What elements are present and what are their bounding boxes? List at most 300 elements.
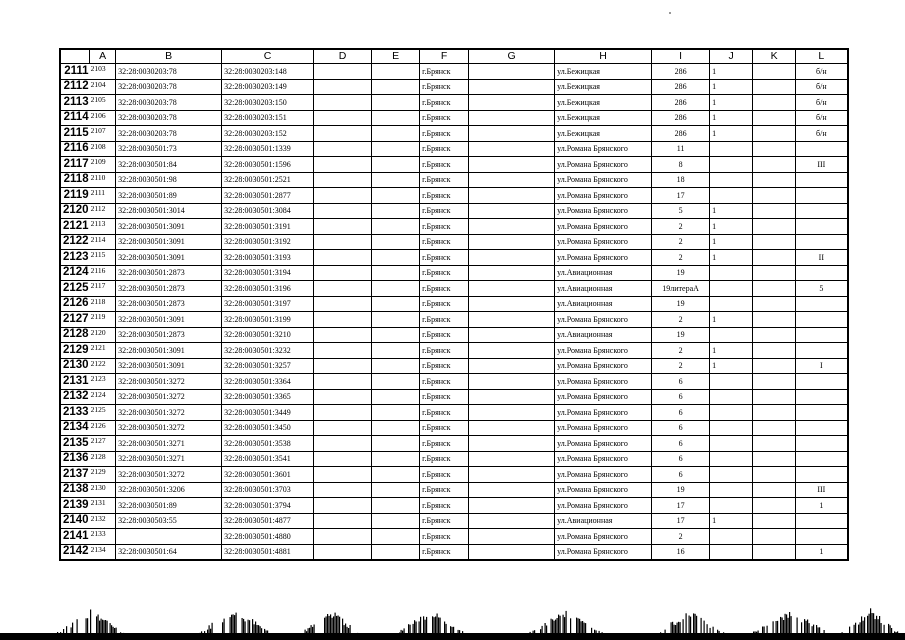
- cell-k: [753, 513, 796, 529]
- table-row: [60, 110, 848, 126]
- cell-cadastral-parent: 32:28:0030501:89: [116, 188, 222, 204]
- cell-d: [314, 420, 372, 436]
- table-body: [60, 64, 848, 561]
- row-number: 2127: [60, 312, 90, 328]
- cell-l: [796, 234, 848, 250]
- cell-j: 1: [710, 219, 753, 235]
- cell-city: г.Брянск: [420, 219, 469, 235]
- cell-street: ул.Романа Брянского: [555, 374, 652, 390]
- column-header-c: C: [222, 49, 314, 64]
- cell-cadastral-number: 32:28:0030501:3232: [222, 343, 314, 359]
- cell-l: [796, 343, 848, 359]
- cell-cadastral-parent: 32:28:0030501:3091: [116, 358, 222, 374]
- cell-j: [710, 467, 753, 483]
- cell-street: ул.Романа Брянского: [555, 250, 652, 266]
- row-number: 2132: [60, 389, 90, 405]
- cell-j: [710, 141, 753, 157]
- row-number: 2123: [60, 250, 90, 266]
- cell-l: 5: [796, 281, 848, 297]
- cell-l: [796, 420, 848, 436]
- cell-l: б/н: [796, 126, 848, 142]
- cell-cadastral-parent: 32:28:0030501:3091: [116, 234, 222, 250]
- cell-cadastral-parent: 32:28:0030501:3272: [116, 467, 222, 483]
- cell-g: [469, 498, 555, 514]
- cell-house-number: 8: [652, 157, 710, 173]
- cell-d: [314, 64, 372, 80]
- cell-a: 2115: [90, 250, 116, 266]
- cell-a: 2103: [90, 64, 116, 80]
- cell-house-number: 2: [652, 234, 710, 250]
- cell-house-number: 286: [652, 64, 710, 80]
- cell-e: [372, 358, 420, 374]
- cell-g: [469, 79, 555, 95]
- cell-k: [753, 451, 796, 467]
- table-row: [60, 482, 848, 498]
- table-row: [60, 157, 848, 173]
- cell-a: 2108: [90, 141, 116, 157]
- cell-city: г.Брянск: [420, 389, 469, 405]
- cell-k: [753, 234, 796, 250]
- table-row: [60, 234, 848, 250]
- cell-k: [753, 265, 796, 281]
- cell-city: г.Брянск: [420, 343, 469, 359]
- cell-cadastral-number: 32:28:0030203:151: [222, 110, 314, 126]
- row-number: 2121: [60, 219, 90, 235]
- cell-a: 2131: [90, 498, 116, 514]
- cell-cadastral-parent: 32:28:0030501:3271: [116, 436, 222, 452]
- cell-cadastral-parent: 32:28:0030503:55: [116, 513, 222, 529]
- cell-street: ул.Романа Брянского: [555, 467, 652, 483]
- cell-cadastral-number: 32:28:0030501:3450: [222, 420, 314, 436]
- cell-g: [469, 420, 555, 436]
- row-number: 2130: [60, 358, 90, 374]
- cell-j: [710, 420, 753, 436]
- cell-a: 2134: [90, 544, 116, 560]
- cell-l: [796, 265, 848, 281]
- cell-l: III: [796, 157, 848, 173]
- cell-a: 2123: [90, 374, 116, 390]
- table-row: [60, 389, 848, 405]
- cell-a: 2112: [90, 203, 116, 219]
- cell-e: [372, 544, 420, 560]
- cell-street: ул.Романа Брянского: [555, 234, 652, 250]
- row-number: 2113: [60, 95, 90, 111]
- cell-house-number: 19: [652, 265, 710, 281]
- cell-e: [372, 513, 420, 529]
- cell-street: ул.Романа Брянского: [555, 203, 652, 219]
- cell-g: [469, 296, 555, 312]
- cell-city: г.Брянск: [420, 420, 469, 436]
- cell-a: 2121: [90, 343, 116, 359]
- cell-cadastral-number: 32:28:0030501:2877: [222, 188, 314, 204]
- cell-g: [469, 513, 555, 529]
- cell-d: [314, 451, 372, 467]
- cell-k: [753, 405, 796, 421]
- cell-house-number: 11: [652, 141, 710, 157]
- table-row: [60, 188, 848, 204]
- cell-street: ул.Романа Брянского: [555, 544, 652, 560]
- row-number: 2120: [60, 203, 90, 219]
- cell-j: 1: [710, 79, 753, 95]
- cell-cadastral-number: 32:28:0030501:3196: [222, 281, 314, 297]
- cell-e: [372, 296, 420, 312]
- cell-l: [796, 374, 848, 390]
- cell-street: ул.Романа Брянского: [555, 389, 652, 405]
- cell-cadastral-number: 32:28:0030501:3538: [222, 436, 314, 452]
- cell-city: г.Брянск: [420, 203, 469, 219]
- row-number: 2117: [60, 157, 90, 173]
- cell-k: [753, 498, 796, 514]
- cell-j: 1: [710, 110, 753, 126]
- cell-k: [753, 312, 796, 328]
- cell-g: [469, 126, 555, 142]
- cell-cadastral-number: 32:28:0030501:3199: [222, 312, 314, 328]
- cell-g: [469, 265, 555, 281]
- cell-city: г.Брянск: [420, 79, 469, 95]
- cell-a: 2117: [90, 281, 116, 297]
- cell-j: [710, 436, 753, 452]
- cell-city: г.Брянск: [420, 482, 469, 498]
- column-header-b: B: [116, 49, 222, 64]
- cell-house-number: 19: [652, 327, 710, 343]
- row-number: 2115: [60, 126, 90, 142]
- cell-cadastral-number: 32:28:0030501:3084: [222, 203, 314, 219]
- cell-e: [372, 343, 420, 359]
- cell-d: [314, 265, 372, 281]
- cell-cadastral-parent: 32:28:0030501:73: [116, 141, 222, 157]
- row-number: 2111: [60, 64, 90, 80]
- cell-cadastral-parent: 32:28:0030203:78: [116, 95, 222, 111]
- cell-d: [314, 327, 372, 343]
- cell-street: ул.Романа Брянского: [555, 312, 652, 328]
- cell-j: [710, 296, 753, 312]
- cell-street: ул.Романа Брянского: [555, 343, 652, 359]
- cell-d: [314, 219, 372, 235]
- cell-cadastral-number: 32:28:0030501:1596: [222, 157, 314, 173]
- cell-g: [469, 234, 555, 250]
- cell-a: 2120: [90, 327, 116, 343]
- cell-e: [372, 327, 420, 343]
- cell-d: [314, 203, 372, 219]
- cell-house-number: 286: [652, 110, 710, 126]
- table-row: [60, 281, 848, 297]
- cell-e: [372, 467, 420, 483]
- cell-street: ул.Авиационная: [555, 513, 652, 529]
- cell-d: [314, 513, 372, 529]
- cell-cadastral-parent: 32:28:0030501:3271: [116, 451, 222, 467]
- cell-cadastral-number: 32:28:0030501:3197: [222, 296, 314, 312]
- cell-cadastral-number: 32:28:0030501:3794: [222, 498, 314, 514]
- cell-house-number: 6: [652, 451, 710, 467]
- column-header-d: D: [314, 49, 372, 64]
- cell-a: 2127: [90, 436, 116, 452]
- cell-e: [372, 141, 420, 157]
- column-header-k: K: [753, 49, 796, 64]
- cell-k: [753, 157, 796, 173]
- cell-g: [469, 188, 555, 204]
- cell-j: [710, 374, 753, 390]
- cell-street: ул.Авиационная: [555, 265, 652, 281]
- cell-house-number: 2: [652, 358, 710, 374]
- table-row: [60, 312, 848, 328]
- cell-house-number: 6: [652, 420, 710, 436]
- cell-a: 2114: [90, 234, 116, 250]
- cell-city: г.Брянск: [420, 172, 469, 188]
- cell-city: г.Брянск: [420, 451, 469, 467]
- cell-g: [469, 141, 555, 157]
- cell-a: 2119: [90, 312, 116, 328]
- cell-house-number: 17: [652, 188, 710, 204]
- cell-k: [753, 544, 796, 560]
- cell-city: г.Брянск: [420, 110, 469, 126]
- cell-cadastral-parent: 32:28:0030501:98: [116, 172, 222, 188]
- table-row: [60, 358, 848, 374]
- cell-a: 2128: [90, 451, 116, 467]
- cell-j: 1: [710, 312, 753, 328]
- cell-d: [314, 312, 372, 328]
- cell-a: 2122: [90, 358, 116, 374]
- cell-street: ул.Романа Брянского: [555, 436, 652, 452]
- cell-d: [314, 281, 372, 297]
- cell-street: ул.Авиационная: [555, 296, 652, 312]
- column-header-i: I: [652, 49, 710, 64]
- cell-l: [796, 451, 848, 467]
- cell-e: [372, 389, 420, 405]
- cell-cadastral-parent: 32:28:0030501:3091: [116, 343, 222, 359]
- cell-k: [753, 79, 796, 95]
- row-number: 2124: [60, 265, 90, 281]
- cell-g: [469, 374, 555, 390]
- cell-street: ул.Бежицкая: [555, 110, 652, 126]
- cell-d: [314, 374, 372, 390]
- table-row: [60, 79, 848, 95]
- row-number: 2128: [60, 327, 90, 343]
- table-row: [60, 250, 848, 266]
- cell-k: [753, 188, 796, 204]
- cell-street: ул.Романа Брянского: [555, 172, 652, 188]
- cell-house-number: 2: [652, 343, 710, 359]
- spreadsheet-table: [59, 48, 849, 561]
- row-number: 2126: [60, 296, 90, 312]
- cell-cadastral-parent: 32:28:0030501:3091: [116, 250, 222, 266]
- cell-street: ул.Романа Брянского: [555, 141, 652, 157]
- row-number: 2133: [60, 405, 90, 421]
- cell-d: [314, 544, 372, 560]
- cell-j: [710, 451, 753, 467]
- cell-a: 2125: [90, 405, 116, 421]
- cell-j: [710, 281, 753, 297]
- cell-e: [372, 79, 420, 95]
- cell-j: [710, 389, 753, 405]
- cell-d: [314, 110, 372, 126]
- column-header-l: L: [796, 49, 848, 64]
- cell-cadastral-parent: 32:28:0030501:64: [116, 544, 222, 560]
- cell-city: г.Брянск: [420, 64, 469, 80]
- cell-e: [372, 405, 420, 421]
- cell-cadastral-number: 32:28:0030501:3210: [222, 327, 314, 343]
- cell-l: [796, 141, 848, 157]
- cell-j: 1: [710, 513, 753, 529]
- cell-cadastral-number: 32:28:0030501:4881: [222, 544, 314, 560]
- cell-g: [469, 281, 555, 297]
- cell-street: ул.Бежицкая: [555, 95, 652, 111]
- cell-city: г.Брянск: [420, 467, 469, 483]
- table-row: [60, 529, 848, 545]
- cell-street: ул.Бежицкая: [555, 126, 652, 142]
- cell-cadastral-parent: 32:28:0030501:2873: [116, 327, 222, 343]
- row-number: 2116: [60, 141, 90, 157]
- cell-street: ул.Романа Брянского: [555, 451, 652, 467]
- cell-l: б/н: [796, 79, 848, 95]
- cell-city: г.Брянск: [420, 157, 469, 173]
- cell-k: [753, 250, 796, 266]
- cell-city: г.Брянск: [420, 327, 469, 343]
- cell-house-number: 6: [652, 374, 710, 390]
- cell-d: [314, 436, 372, 452]
- cell-a: 2124: [90, 389, 116, 405]
- table-row: [60, 420, 848, 436]
- cell-k: [753, 327, 796, 343]
- cell-house-number: 19литераА: [652, 281, 710, 297]
- table-row: [60, 327, 848, 343]
- cell-g: [469, 358, 555, 374]
- cell-house-number: 286: [652, 79, 710, 95]
- cell-d: [314, 296, 372, 312]
- table-row: [60, 296, 848, 312]
- cell-city: г.Брянск: [420, 95, 469, 111]
- cell-cadastral-number: 32:28:0030203:149: [222, 79, 314, 95]
- cell-k: [753, 172, 796, 188]
- cell-e: [372, 188, 420, 204]
- cell-g: [469, 544, 555, 560]
- cell-cadastral-number: 32:28:0030501:3194: [222, 265, 314, 281]
- cell-j: 1: [710, 95, 753, 111]
- row-number: 2129: [60, 343, 90, 359]
- cell-street: ул.Романа Брянского: [555, 188, 652, 204]
- cell-cadastral-number: 32:28:0030203:150: [222, 95, 314, 111]
- cell-k: [753, 203, 796, 219]
- cell-cadastral-parent: 32:28:0030203:78: [116, 79, 222, 95]
- cell-g: [469, 95, 555, 111]
- column-header-a: A: [90, 49, 116, 64]
- cell-d: [314, 529, 372, 545]
- cell-j: [710, 157, 753, 173]
- corner-cell: [60, 49, 90, 64]
- row-number: 2137: [60, 467, 90, 483]
- cell-cadastral-number: 32:28:0030501:3257: [222, 358, 314, 374]
- cell-l: 1: [796, 544, 848, 560]
- cell-cadastral-number: 32:28:0030501:1339: [222, 141, 314, 157]
- cell-city: г.Брянск: [420, 312, 469, 328]
- cell-g: [469, 327, 555, 343]
- cell-cadastral-parent: 32:28:0030501:3091: [116, 312, 222, 328]
- cell-street: ул.Бежицкая: [555, 64, 652, 80]
- cell-house-number: 5: [652, 203, 710, 219]
- cell-city: г.Брянск: [420, 405, 469, 421]
- cell-cadastral-parent: 32:28:0030203:78: [116, 64, 222, 80]
- cell-house-number: 286: [652, 95, 710, 111]
- cell-e: [372, 126, 420, 142]
- cell-g: [469, 312, 555, 328]
- cell-cadastral-number: 32:28:0030501:3449: [222, 405, 314, 421]
- cell-cadastral-parent: 32:28:0030501:89: [116, 498, 222, 514]
- cell-city: г.Брянск: [420, 265, 469, 281]
- table-row: [60, 436, 848, 452]
- cell-g: [469, 250, 555, 266]
- cell-e: [372, 436, 420, 452]
- column-header-j: J: [710, 49, 753, 64]
- cell-a: 2118: [90, 296, 116, 312]
- cell-d: [314, 126, 372, 142]
- cell-cadastral-parent: 32:28:0030203:78: [116, 110, 222, 126]
- cell-e: [372, 250, 420, 266]
- cell-g: [469, 405, 555, 421]
- cell-a: 2107: [90, 126, 116, 142]
- cell-g: [469, 157, 555, 173]
- cell-a: 2126: [90, 420, 116, 436]
- cell-j: 1: [710, 343, 753, 359]
- cell-city: г.Брянск: [420, 529, 469, 545]
- cell-a: 2111: [90, 188, 116, 204]
- cell-cadastral-parent: 32:28:0030501:2873: [116, 296, 222, 312]
- cell-cadastral-number: 32:28:0030501:3601: [222, 467, 314, 483]
- cell-k: [753, 389, 796, 405]
- cell-e: [372, 265, 420, 281]
- table-row: [60, 374, 848, 390]
- cell-l: б/н: [796, 95, 848, 111]
- cell-g: [469, 110, 555, 126]
- row-number: 2122: [60, 234, 90, 250]
- cell-d: [314, 358, 372, 374]
- cell-a: 2104: [90, 79, 116, 95]
- table-row: [60, 95, 848, 111]
- column-header-g: G: [469, 49, 555, 64]
- cell-city: г.Брянск: [420, 126, 469, 142]
- cell-g: [469, 467, 555, 483]
- cell-cadastral-number: 32:28:0030501:3541: [222, 451, 314, 467]
- cell-city: г.Брянск: [420, 281, 469, 297]
- table-row: [60, 265, 848, 281]
- table-row: [60, 126, 848, 142]
- row-number: 2138: [60, 482, 90, 498]
- scan-speck: [669, 12, 671, 14]
- cell-a: 2116: [90, 265, 116, 281]
- cell-cadastral-parent: 32:28:0030501:2873: [116, 265, 222, 281]
- cell-e: [372, 157, 420, 173]
- cell-d: [314, 172, 372, 188]
- cell-k: [753, 529, 796, 545]
- cell-cadastral-number: 32:28:0030501:3703: [222, 482, 314, 498]
- cell-house-number: 6: [652, 467, 710, 483]
- cell-city: г.Брянск: [420, 513, 469, 529]
- cell-k: [753, 281, 796, 297]
- cell-d: [314, 467, 372, 483]
- column-header-f: F: [420, 49, 469, 64]
- row-number: 2119: [60, 188, 90, 204]
- cell-street: ул.Романа Брянского: [555, 529, 652, 545]
- row-number: 2131: [60, 374, 90, 390]
- cell-house-number: 6: [652, 436, 710, 452]
- cell-cadastral-parent: 32:28:0030501:3272: [116, 374, 222, 390]
- cell-l: [796, 327, 848, 343]
- scan-edge-noise: [0, 596, 905, 640]
- cell-a: 2109: [90, 157, 116, 173]
- table-row: [60, 203, 848, 219]
- cell-e: [372, 95, 420, 111]
- cell-cadastral-parent: 32:28:0030501:84: [116, 157, 222, 173]
- cell-g: [469, 482, 555, 498]
- cell-cadastral-number: 32:28:0030501:3365: [222, 389, 314, 405]
